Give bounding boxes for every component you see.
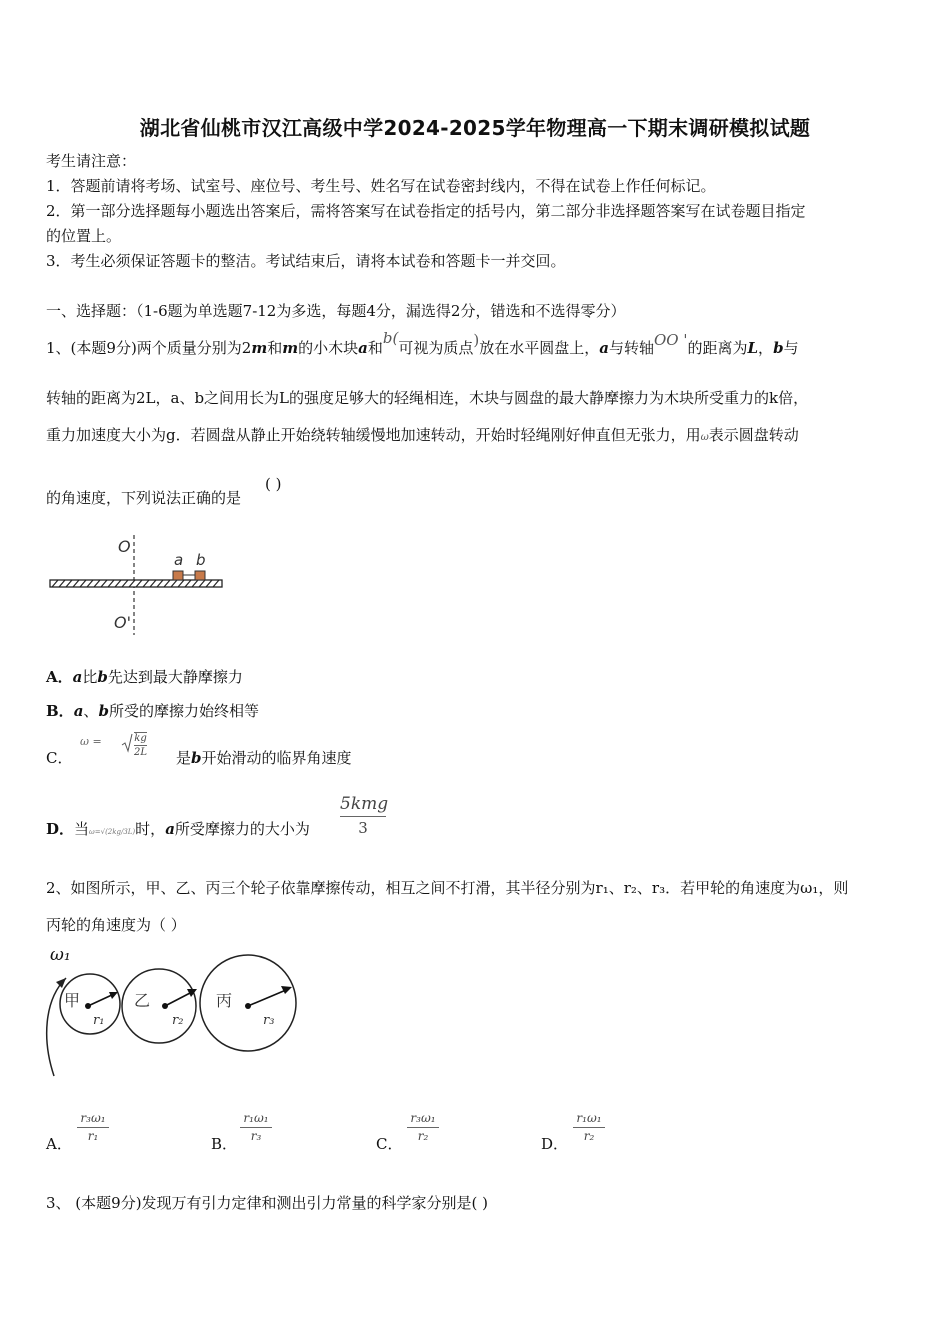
q2-option-d-fraction: r₁ω₁ r₂ [573,1111,605,1144]
q2-option-d-letter: D． [541,1135,569,1153]
q1-disk-figure [44,530,234,640]
label-r3: r₃ [263,1013,275,1028]
label-o-top: O [118,537,131,556]
section-heading: 一、选择题：（1-6题为单选题7-12为多选，每题4分，漏选得2分，错选和不选得零分） [46,302,626,320]
block-a [173,571,183,580]
q1-option-d-fraction: 5kmg 3 [340,794,389,837]
label-r2: r₂ [172,1013,184,1028]
label-yi: 乙 [134,991,151,1010]
label-o-bottom: O' [114,613,131,632]
q1-option-c-fraction: kg 2L [134,733,148,758]
sqrt-sign-c [121,733,133,753]
label-jia: 甲 [64,991,81,1010]
notice-heading: 考生请注意： [46,152,137,170]
q1-answer-blank: ( ) [265,475,282,493]
q2-wheels-figure [40,940,302,1082]
q1-option-a: A．a比b先达到最大静摩擦力 [46,668,243,686]
q2-option-b-fraction: r₁ω₁ r₃ [240,1111,272,1144]
q1-line-2: 转轴的距离为2L，a、b之间用长为L的强度足够大的轻绳相连，木块与圆盘的最大静摩擦力为木块所受重力的k倍， [46,389,809,407]
notice-item-2-cont: 的位置上。 [46,227,122,245]
q1-option-c-letter: C． [46,749,73,767]
notice-item-1: 1．答题前请将考场、试室号、座位号、考生号、姓名写在试卷密封线内，不得在试卷上作任何标记。 [46,177,716,195]
omega1-label: ω₁ [50,945,71,965]
q1-option-c-omega: ω = [80,735,102,748]
q1-option-c-text: 是b开始滑动的临界角速度 [176,749,352,767]
page-title: 湖北省仙桃市汉江高级中学2024-2025学年物理高一下期末调研模拟试题 [139,116,811,140]
q1-option-b: B．a、b所受的摩擦力始终相等 [46,702,259,720]
label-a: a [174,551,184,569]
q1-option-d: D．当ω=√(2kg/3L)时，a所受摩擦力的大小为 [46,820,310,838]
q1-line-3: 重力加速度大小为g．若圆盘从静止开始绕转轴缓慢地加速转动，开始时轻绳刚好伸直但无张力，用ω表示圆盘转动 [46,426,799,444]
q1-line-1: 1、(本题9分)两个质量分别为2m和m的小木块a和b(可视为质点)放在水平圆盘上，a与转轴OO '的距离为L，b与 [46,329,799,357]
rotation-arrowhead [56,978,66,988]
label-b: b [196,551,206,569]
q2-option-a-fraction: r₃ω₁ r₁ [77,1111,109,1144]
q2-option-b-letter: B． [211,1135,238,1153]
q3-line-1: 3、 (本题9分)发现万有引力定律和测出引力常量的科学家分别是( ) [46,1194,489,1212]
label-bing: 丙 [216,991,233,1010]
q2-line-1: 2、如图所示，甲、乙、丙三个轮子依靠摩擦传动，相互之间不打滑，其半径分别为r₁、r₂、r₃．若甲轮的角速度为ω₁，则 [46,879,849,897]
label-r1: r₁ [93,1013,105,1028]
notice-item-2: 2．第一部分选择题每小题选出答案后，需将答案写在试卷指定的括号内，第二部分非选择题答案写在试卷题目指定 [46,202,806,220]
q1-line-4: 的角速度，下列说法正确的是 [46,489,242,507]
q2-option-c-fraction: r₃ω₁ r₂ [407,1111,439,1144]
q2-option-a-letter: A． [46,1135,72,1153]
q2-line-2: 丙轮的角速度为（ ） [46,916,186,934]
q2-option-c-letter: C． [376,1135,403,1153]
notice-item-3: 3．考生必须保证答题卡的整洁。考试结束后，请将本试卷和答题卡一并交回。 [46,252,566,270]
block-b [195,571,205,580]
